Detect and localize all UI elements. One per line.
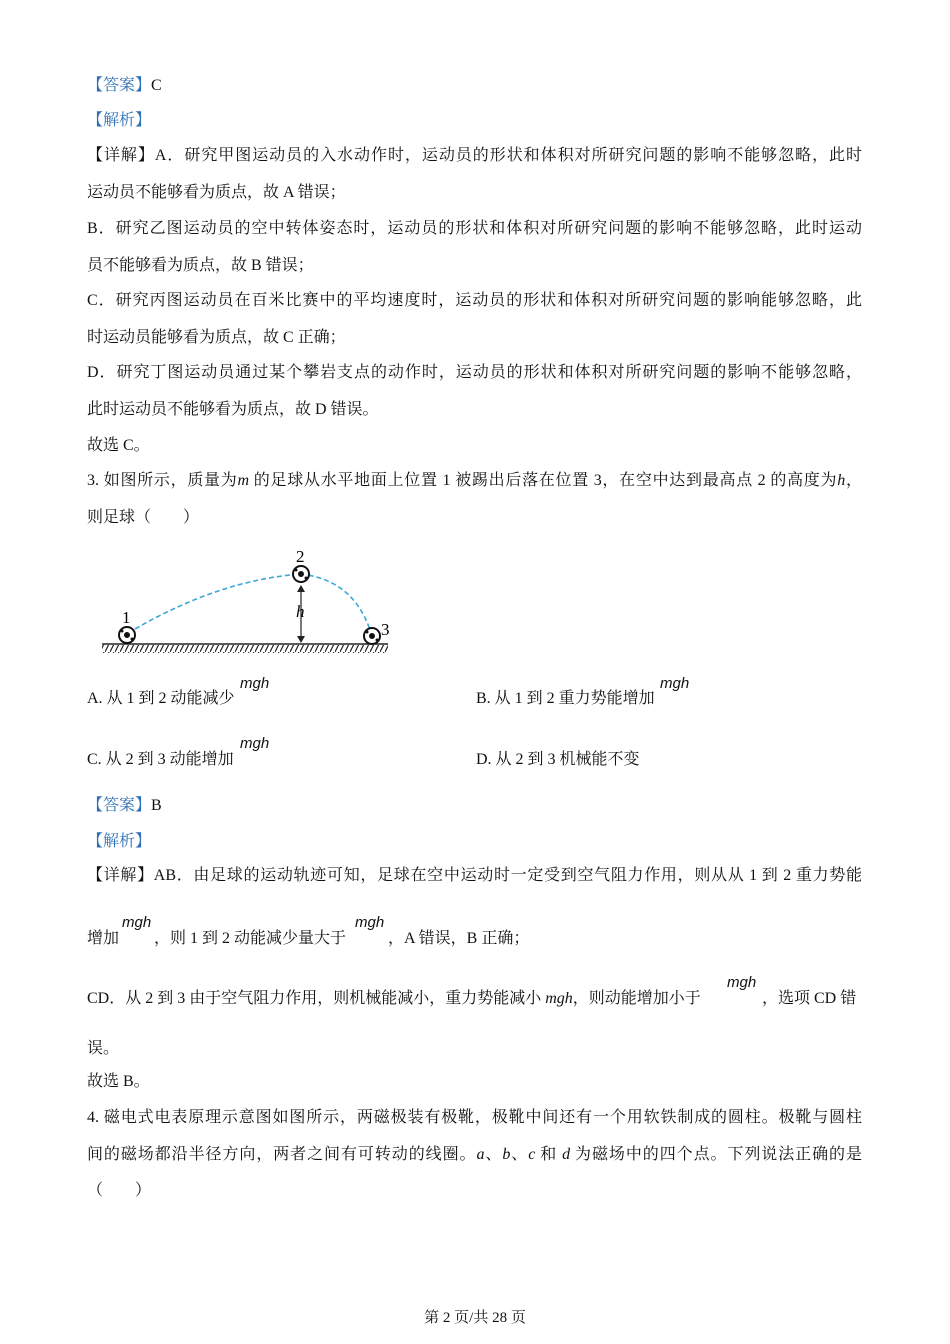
detail-line: 运动员不能够看为质点，故 A 错误；: [87, 184, 346, 201]
detail-line: D．研究丁图运动员通过某个攀岩支点的动作时，运动员的形状和体积对所研究问题的影响不能够忽略，: [87, 364, 862, 381]
var-b: b: [502, 1146, 511, 1163]
detail-line: 此时运动员不能够看为质点，故 D 错误。: [87, 401, 379, 418]
page-footer: 第 2 页/共 28 页: [424, 1310, 526, 1326]
football-trajectory-figure: [90, 540, 400, 660]
question4-stem-line2: [87, 1145, 862, 1165]
option-c[interactable]: C. 从 2 到 3 动能增加: [87, 751, 234, 768]
question4-stem: 4. 磁电式电表原理示意图如图所示，两磁极装有极靴，极靴中间还有一个用软铁制成的圆柱。极靴与圆柱: [87, 1109, 862, 1126]
answer-tag: 【答案】: [87, 77, 152, 94]
position-label-1: 1: [122, 608, 131, 627]
expr-mgh: mgh: [545, 990, 573, 1007]
detail-text: ，A 错误，B 正确；: [388, 930, 530, 947]
detail-line: 员不能够看为质点，故 B 错误；: [87, 257, 314, 274]
detail-line: C．研究丙图运动员在百米比赛中的平均速度时，运动员的形状和体积对所研究问题的影响能够忽略，此: [87, 292, 862, 309]
height-label-h: h: [296, 602, 305, 621]
detail-line: 误。: [87, 1040, 120, 1057]
option-a[interactable]: A. 从 1 到 2 动能减少: [87, 690, 235, 707]
analysis-heading: [87, 832, 862, 852]
separator: 、: [484, 1146, 503, 1163]
question3-stem: [87, 471, 862, 491]
analysis-heading: [87, 111, 862, 131]
question3-stem-line2: 则足球（ ）: [87, 509, 200, 526]
expr-mgh: mgh: [122, 914, 152, 931]
option-b[interactable]: B. 从 1 到 2 重力势能增加: [476, 690, 655, 707]
detail-line: 时运动员能够看为质点，故 C 正确；: [87, 329, 346, 346]
detail-line: [87, 866, 862, 886]
var-m: m: [237, 472, 250, 489]
answer-value: C: [151, 77, 162, 94]
option-d[interactable]: D. 从 2 到 3 机械能不变: [476, 751, 640, 768]
stem-text: 间的磁场都沿半径方向，两者之间有可转动的线圈。: [87, 1146, 477, 1163]
detail-line: [87, 146, 862, 166]
position-label-2: 2: [296, 547, 305, 566]
analysis-tag: 【解析】: [87, 833, 152, 850]
var-d: d: [562, 1146, 571, 1163]
stem-text: 和: [535, 1146, 563, 1163]
answer-line: [87, 76, 862, 96]
stem-text: 3. 如图所示，质量为: [87, 472, 238, 489]
detail-line: B．研究乙图运动员的空中转体姿态时，运动员的形状和体积对所研究问题的影响不能够忽略，此时运动: [87, 220, 862, 237]
detail-text: AB．由足球的运动轨迹可知，足球在空中运动时一定受到空气阻力作用，则从从 1 到 2 重力势能: [153, 867, 862, 884]
conclusion-line: 故选 B。: [87, 1073, 150, 1090]
question4-stem-line3: （ ）: [87, 1182, 152, 1199]
football-icon: [364, 628, 380, 644]
option-a-expr: mgh: [240, 675, 270, 692]
separator: 、: [510, 1146, 529, 1163]
detail-tag: 【详解】: [87, 147, 155, 164]
answer-tag: 【答案】: [87, 797, 152, 814]
var-a: a: [476, 1146, 485, 1163]
analysis-tag: 【解析】: [87, 112, 152, 129]
stem-text: 的足球从水平地面上位置 1 被踢出后落在位置 3，在空中达到最高点 2 的高度为: [249, 472, 838, 489]
ground-hatch: [102, 645, 388, 653]
detail-text: A．研究甲图运动员的入水动作时，运动员的形状和体积对所研究问题的影响不能够忽略，此时: [154, 147, 862, 164]
answer-value: B: [151, 797, 162, 814]
detail-text: ，选项 CD 错: [762, 990, 857, 1007]
detail-text: ，则动能增加小于: [572, 990, 701, 1007]
answer-line: [87, 796, 862, 816]
expr-mgh: mgh: [355, 914, 385, 931]
detail-text: [87, 989, 701, 1009]
conclusion-line: 故选 C。: [87, 437, 150, 454]
trajectory-curve: [135, 574, 370, 630]
football-icon: [293, 566, 309, 582]
detail-text: ，则 1 到 2 动能减少量大于: [154, 930, 347, 947]
detail-text: CD．从 2 到 3 由于空气阻力作用，则机械能减小，重力势能减小: [87, 990, 546, 1007]
expr-mgh: mgh: [727, 974, 757, 991]
stem-text: ，: [845, 472, 862, 489]
detail-text: 增加: [87, 930, 120, 947]
position-label-3: 3: [381, 620, 390, 639]
var-h: h: [837, 472, 846, 489]
stem-text: 为磁场中的四个点。下列说法正确的是: [570, 1146, 862, 1163]
option-c-expr: mgh: [240, 735, 270, 752]
detail-tag: 【详解】: [87, 867, 154, 884]
football-icon: [119, 627, 135, 643]
var-c: c: [528, 1146, 536, 1163]
option-b-expr: mgh: [660, 675, 690, 692]
